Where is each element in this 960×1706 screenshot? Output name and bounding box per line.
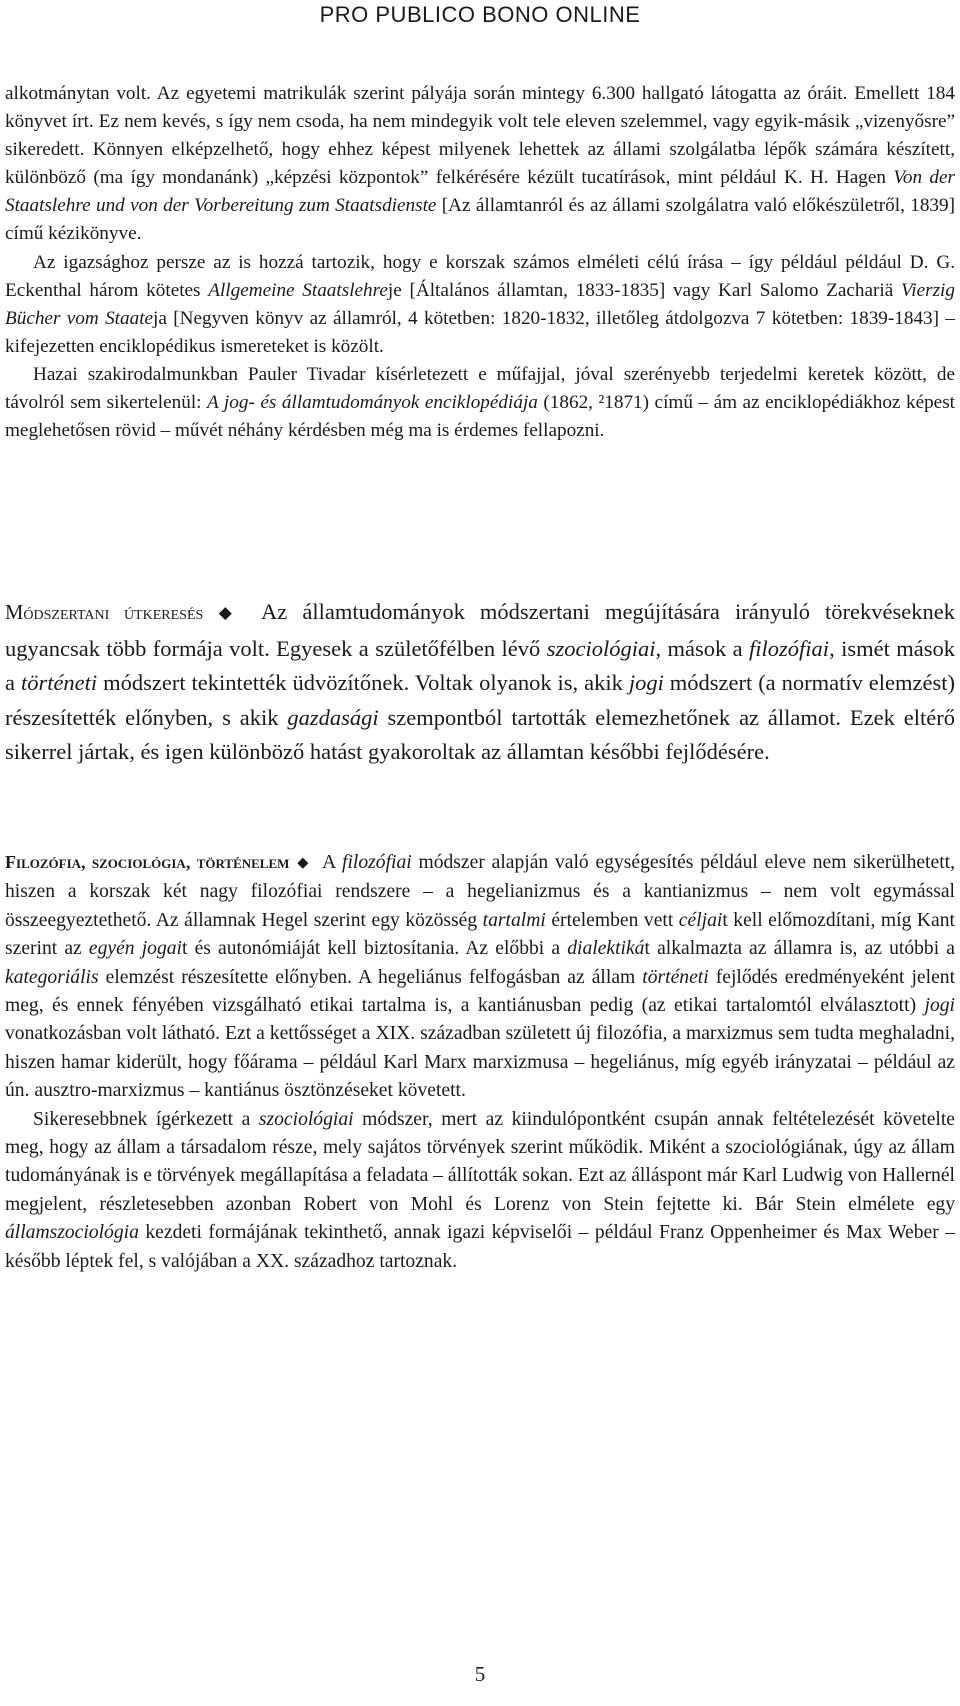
- section-methodology: [5, 595, 955, 770]
- page-number: 5: [474, 1662, 486, 1686]
- diamond-icon: ◆: [295, 855, 311, 871]
- diamond-icon: ◆: [209, 603, 242, 622]
- paragraph-sociology: Sikeresebbnek ígérkezett a szociológiai módszer, mert az kiindulópontként csupán annak feltételezését követelte meg, hogy az állam a társadalom része, mely sajátos törvények szerint működik. Miként a szociológiának, úgy az állam tudományának is e törvények megállapítása a feladata – állították sokan. Ezt az álláspont már Karl Ludwig von Hallernél megjelent, részletesebben azonban Robert von Mohl és Lorenz von Stein fejtette ki. Bár Stein elmélete egy államszociológia kezdeti formájának tekinthető, annak igazi képviselői – például Franz Oppenheimer és Max Weber – később léptek fel, s valójában a XX. századhoz tartoznak.: [5, 1108, 955, 1272]
- paragraph-1: alkotmánytan volt. Az egyetemi matrikulák szerint pályája során mintegy 6.300 hallgató látogatta az óráit. Emellett 184 könyvet írt. Ez nem kevés, s így nem csoda, ha nem mindegyik volt tele eleven szelemmel, vagy egyik-másik „vizenyősre” sikeredett. Könnyen elképzelhető, hogy ehhez képest milyenek lehettek az állami szolgálatba lépők számára készített, különböző (ma így mondanánk) „képzési központok” felkérésére kézült tucatírások, mint például K. H. Hagen Von der Staatslehre und von der Vorbereitung zum Staatsdienste [Az államtanról és az állami szolgálatra való előkészületről, 1839] című kézikönyve.: [5, 83, 956, 245]
- section-heading-philosophy: Filozófia, szociológia, történelem: [5, 852, 290, 872]
- section-heading-methodology: Módszertani útkeresés: [5, 602, 204, 624]
- paragraph-philosophy: Filozófia, szociológia, történelem ◆ A filozófiai módszer alapján való egységesítés például eleve nem sikerülhetett, hiszen a korszak két nagy filozófiai rendszere – a hegelianizmus és a kantianizmus – nem volt egymással összeegyeztethető. Az államnak Hegel szerint egy közösség tartalmi értelemben vett céljait kell előmozdítani, míg Kant szerint az egyén jogait és autonómiáját kell biztosítania. Az előbbi a dialektikát alkalmazta az államra is, az utóbbi a kategoriális elemzést részesítette előnyben. A hegeliánus felfogásban az állam történeti fejlődés eredményeként jelent meg, és ennek fényében vizsgálható etikai tartalma is, a kantiánusban pedig (az etikai tartalomtól elválasztott) jogi vonatkozásban volt látható. Ezt a kettősséget a XIX. században született új filozófia, a marxizmus sem tudta meghaladni, hiszen hamar kiderült, hogy főárama – például Karl Marx marxizmusa – hegeliánus, míg egyéb irányzatai – például az ún. ausztro-marxizmus – kantiánus ösztönzéseket követett.: [5, 852, 956, 1102]
- body-text-top: [5, 80, 955, 445]
- running-header: PRO PUBLICO BONO ONLINE: [319, 2, 641, 27]
- paragraph-2: Az igazsághoz persze az is hozzá tartozik, hogy e korszak számos elméleti célú írása – így például például D. G. Eckenthal három kötetes Allgemeine Staatslehreje [Általános államtan, 1833-1835] vagy Karl Salomo Zachariä Vierzig Bücher vom Staateja [Negyven könyv az államról, 4 kötetben: 1820-1832, illetőleg átdolgozva 7 kötetben: 1839-1843] – kifejezetten enciklopédikus ismereteket is közölt.: [5, 251, 955, 357]
- paragraph-3: Hazai szakirodalmunkban Pauler Tivadar kísérletezett e műfajjal, jóval szerényebb terjedelmi keretek között, de távolról sem sikertelenül: A jog- és államtudományok enciklopédiája (1862, ²1871) című – ám az enciklopédiákhoz képest meglehetősen rövid – művét néhány kérdésben még ma is érdemes fellapozni.: [5, 363, 955, 442]
- paragraph-methodology: Módszertani útkeresés ◆ Az államtudományok módszertani megújítására irányuló törekvéseknek ugyancsak több formája volt. Egyesek a születőfélben lévő szociológiai, mások a filozófiai, ismét mások a történeti módszert tekintették üdvözítőnek. Voltak olyanok is, akik jogi módszert (a normatív elemzést) részesítették előnyben, s akik gazdasági szempontból tartották elemezhetőnek az államot. Ezek eltérő sikerrel jártak, és igen különböző hatást gyakoroltak az államtan későbbi fejlődésére.: [5, 599, 955, 765]
- section-philosophy: [5, 848, 955, 1276]
